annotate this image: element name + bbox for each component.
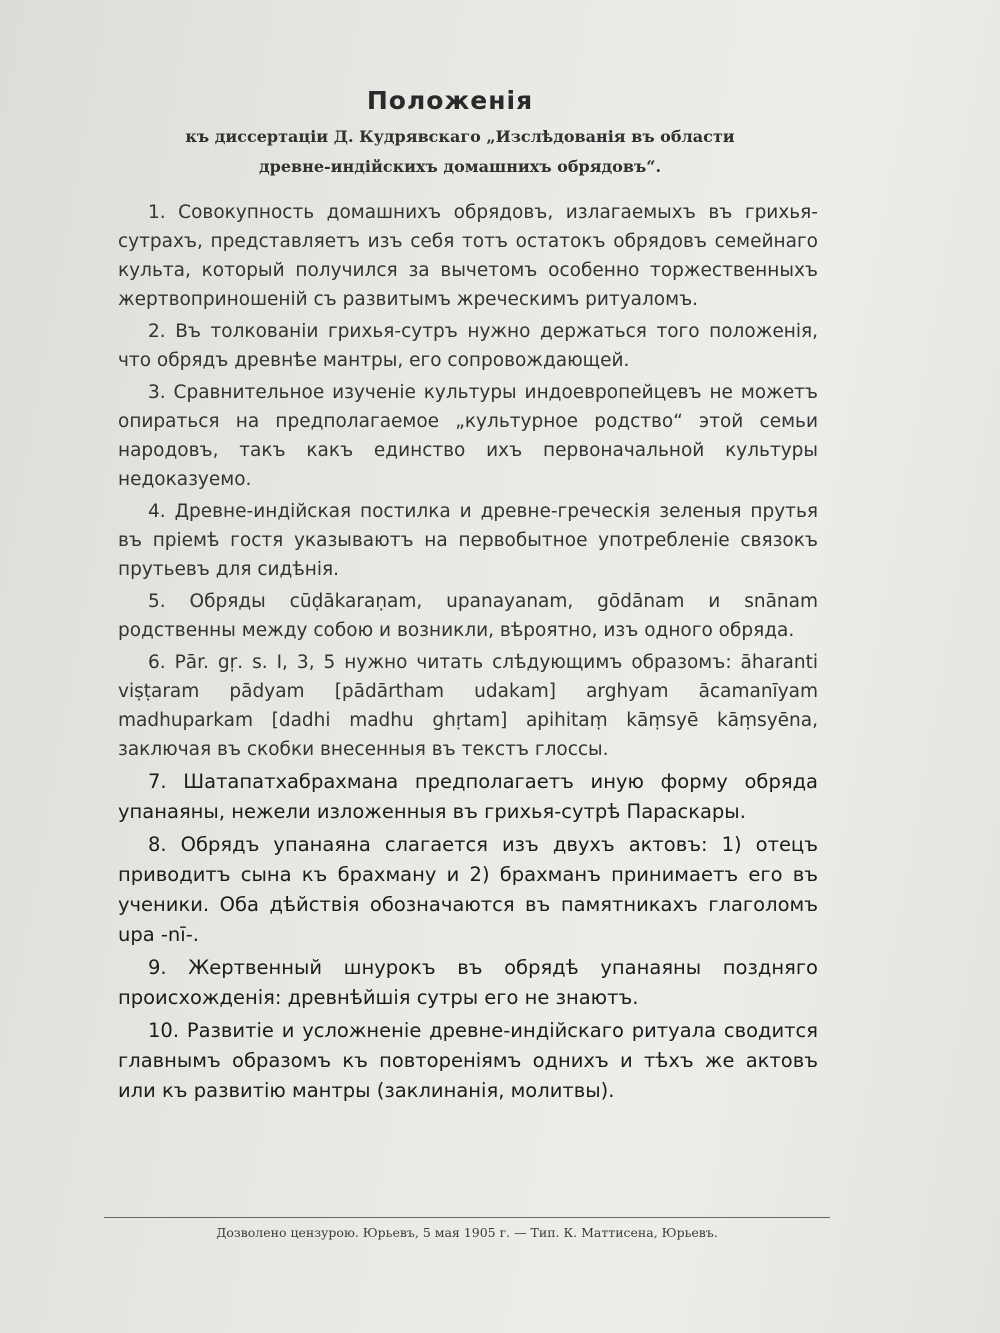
thesis-1: 1. Совокупность домашнихъ обрядовъ, излагаемыхъ въ грихья-сутрахъ, представляетъ изъ себя тотъ остатокъ обрядовъ семейнаго культа, который получился за вычетомъ особенно торжественныхъ жертвоприношеній съ развитымъ жреческимъ ритуаломъ. — [118, 202, 818, 310]
document-subtitle — [160, 122, 760, 182]
thesis-8: 8. Обрядъ упанаяна слагается изъ двухъ актовъ: 1) отецъ приводитъ сына къ брахману и 2) брахманъ принимаетъ его въ ученики. Оба дѣйствія обозначаются въ памятникахъ глаголомъ upa -nī-. — [118, 833, 818, 946]
thesis-6: 6. Pār. gṛ. s. I, 3, 5 нужно читать слѣдующимъ образомъ: āharanti viṣṭaram pādyam [pādārtham udakam] arghyam ācamanīyam madhuparkam [dadhi madhu ghṛtam] apihitaṃ kāṃsyē kāṃsyēna, заключая въ скобки внесенныя въ текстъ глоссы. — [118, 652, 818, 760]
thesis-4: 4. Древне-индійская постилка и древне-греческія зеленыя прутья въ пріемѣ гостя указываютъ на первобытное употребленіе связокъ прутьевъ для сидѣнія. — [118, 501, 818, 580]
thesis-9: 9. Жертвенный шнурокъ въ обрядѣ упанаяны поздняго происхожденія: древнѣйшія сутры его не знаютъ. — [118, 956, 818, 1009]
subtitle-line-2: древне-индійскихъ домашнихъ обрядовъ“. — [258, 157, 662, 176]
thesis-2: 2. Въ толкованіи грихья-сутръ нужно держаться того положенія, что обрядъ древнѣе мантры, его сопровождающей. — [118, 321, 818, 371]
theses-list — [118, 198, 818, 1109]
thesis-7: 7. Шатапатхабрахмана предполагаетъ иную форму обряда упанаяны, нежели изложенныя въ грихья-сутрѣ Параскары. — [118, 770, 818, 823]
document-title: Положенія — [366, 86, 534, 115]
footer-divider — [104, 1217, 830, 1218]
thesis-10: 10. Развитіе и усложненіе древне-индійскаго ритуала сводится главнымъ образомъ къ повтореніямъ однихъ и тѣхъ же актовъ или къ развитію мантры (заклинанія, молитвы). — [118, 1019, 818, 1102]
subtitle-line-1: къ диссертаціи Д. Кудрявскаго „Изслѣдованія въ области — [185, 127, 735, 146]
thesis-5: 5. Обряды cūḍākaraṇam, upanayanam, gōdānam и snānam родственны между собою и возникли, вѣроятно, изъ одного обряда. — [118, 591, 818, 641]
thesis-3: 3. Сравнительное изученіе культуры индоевропейцевъ не можетъ опираться на предполагаемое „культурное родство“ этой семьи народовъ, такъ какъ единство ихъ первоначальной культуры недоказуемо. — [118, 382, 818, 490]
censorship-footer: Дозволено цензурою. Юрьевъ, 5 мая 1905 г. — Тип. К. Маттисена, Юрьевъ. — [216, 1225, 718, 1240]
